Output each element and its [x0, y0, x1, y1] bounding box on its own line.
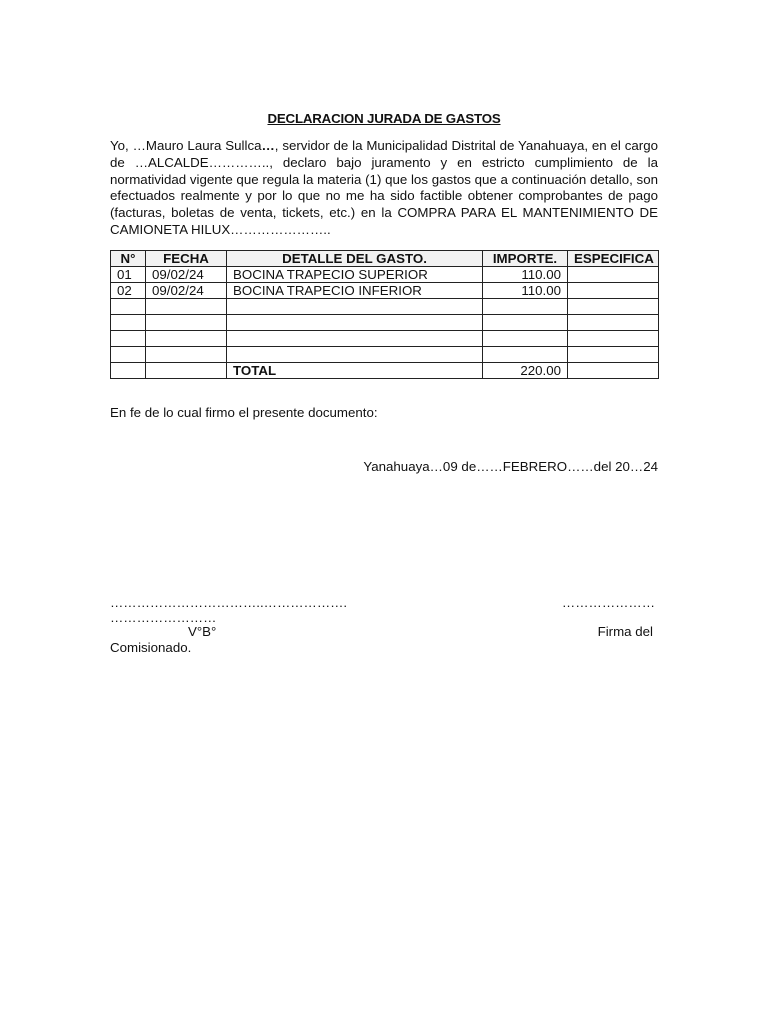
signature-label-continued: Comisionado. — [110, 640, 192, 655]
row-detail: BOCINA TRAPECIO SUPERIOR — [227, 267, 483, 283]
row-number — [111, 299, 146, 315]
row-specific — [568, 283, 659, 299]
table-row — [111, 315, 659, 331]
row-date — [146, 299, 227, 315]
table-row — [111, 283, 659, 299]
row-date — [146, 347, 227, 363]
row-specific — [568, 315, 659, 331]
row-number — [111, 315, 146, 331]
header-detail: DETALLE DEL GASTO. — [227, 251, 483, 267]
header-specific: ESPECIFICA — [568, 251, 659, 267]
row-number: 02 — [111, 283, 146, 299]
total-empty-cell — [111, 363, 146, 379]
header-date: FECHA — [146, 251, 227, 267]
row-amount — [483, 347, 568, 363]
row-amount: 110.00 — [483, 267, 568, 283]
row-amount: 110.00 — [483, 283, 568, 299]
declarant-name: Yo, …Mauro Laura Sullca — [110, 138, 262, 153]
row-date — [146, 331, 227, 347]
table-row — [111, 299, 659, 315]
row-amount — [483, 299, 568, 315]
row-date: 09/02/24 — [146, 283, 227, 299]
document-title: DECLARACION JURADA DE GASTOS — [267, 111, 501, 126]
table-row — [111, 267, 659, 283]
row-amount — [483, 315, 568, 331]
row-amount — [483, 331, 568, 347]
row-detail — [227, 315, 483, 331]
row-specific — [568, 267, 659, 283]
expense-table — [110, 250, 659, 379]
row-detail: BOCINA TRAPECIO INFERIOR — [227, 283, 483, 299]
row-specific — [568, 299, 659, 315]
signature-line-left: ……………………………..………………. — [110, 595, 348, 610]
row-date — [146, 315, 227, 331]
declaration-text: , servidor de la Municipalidad Distrital de Yanahuaya, en el cargo de …ALCALDE………….., declaro bajo juramento y en estricto cumplimiento de la normatividad vigente que regula la materia (1) que los gastos que a continuación detallo, son efectuados realmente y por lo que no me ha sido factible obtener comprobantes de pago (facturas, boletas de venta, tickets, etc.) en la COMPRA PARA EL MANTENIMIENTO DE CAMIONETA HILUX………………….. — [110, 138, 658, 237]
place-date: Yanahuaya…09 de……FEBRERO……del 20…24 — [363, 459, 658, 474]
row-number — [111, 331, 146, 347]
declaration-paragraph — [110, 138, 658, 239]
table-header-row — [111, 251, 659, 267]
signature-line-left-continued: …………………… — [110, 610, 217, 625]
row-detail — [227, 347, 483, 363]
approval-label: V°B° — [188, 624, 217, 639]
header-amount: IMPORTE. — [483, 251, 568, 267]
row-detail — [227, 331, 483, 347]
row-number — [111, 347, 146, 363]
row-specific — [568, 331, 659, 347]
total-value: 220.00 — [483, 363, 568, 379]
total-row — [111, 363, 659, 379]
header-number: N° — [111, 251, 146, 267]
total-empty-cell — [568, 363, 659, 379]
signature-label: Firma del — [597, 624, 653, 639]
table-row — [111, 331, 659, 347]
row-number: 01 — [111, 267, 146, 283]
row-date: 09/02/24 — [146, 267, 227, 283]
table-row — [111, 347, 659, 363]
total-empty-cell — [146, 363, 227, 379]
row-detail — [227, 299, 483, 315]
row-specific — [568, 347, 659, 363]
signature-line-right: ………………… — [561, 595, 655, 610]
closing-statement: En fe de lo cual firmo el presente documento: — [110, 405, 378, 420]
declarant-ellipsis: … — [261, 138, 275, 153]
total-label: TOTAL — [227, 363, 483, 379]
